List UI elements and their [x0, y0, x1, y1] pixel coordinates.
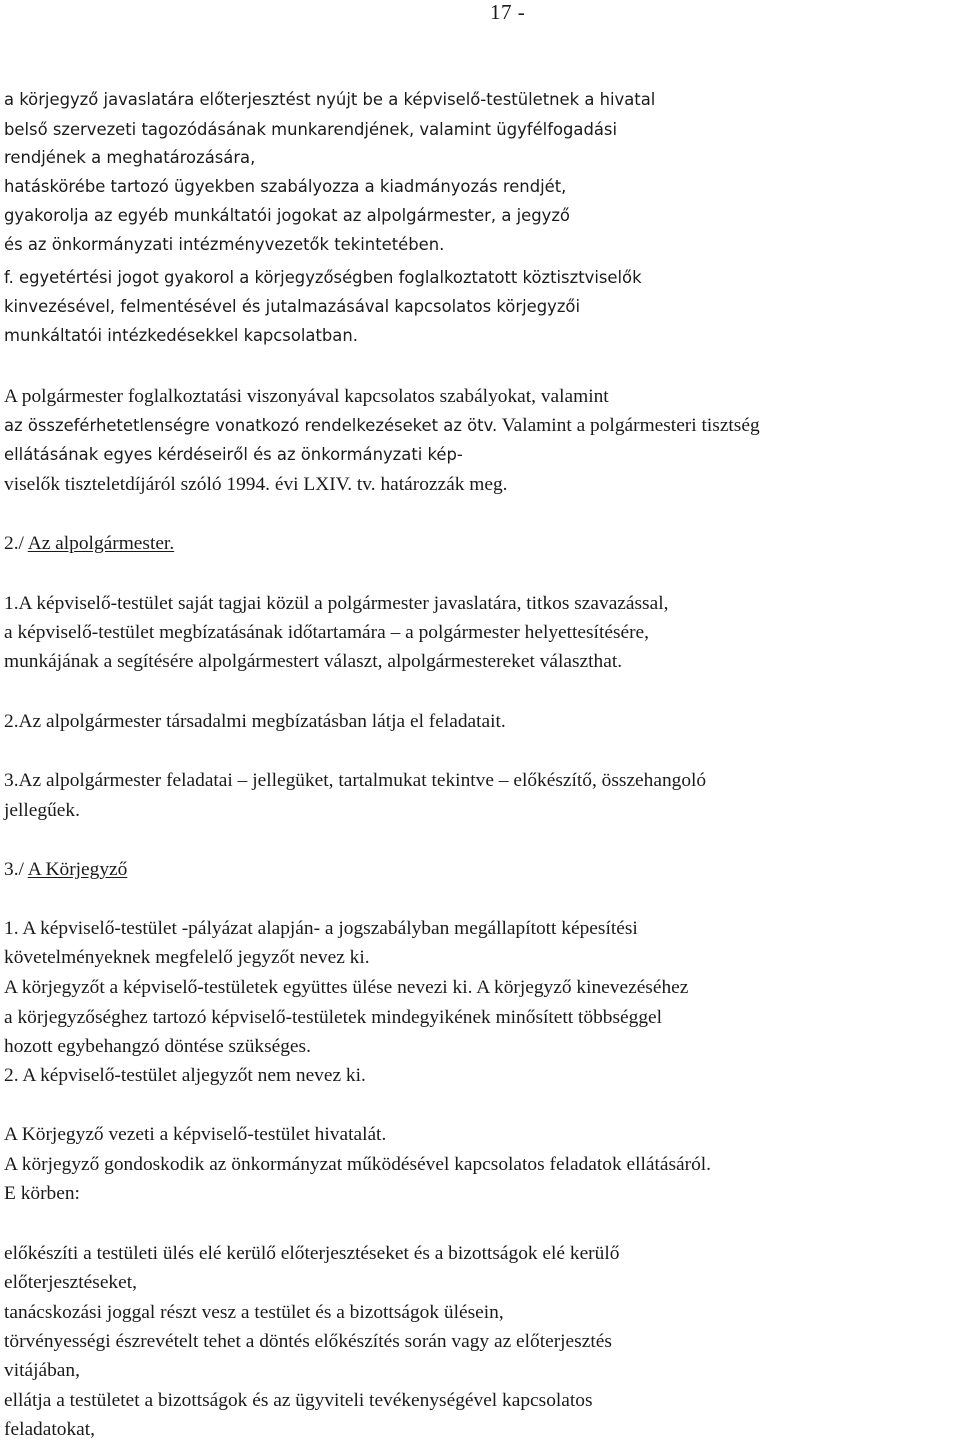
- text-line: A körjegyzőt a képviselő-testületek együttes ülése nevezi ki. A körjegyző kinevezéséhez: [4, 977, 689, 998]
- section-number: 3./: [4, 859, 28, 880]
- text-line: követelményeknek megfelelő jegyzőt nevez ki.: [4, 947, 370, 968]
- text-segment: Valamint a polgármesteri tisztség: [497, 415, 760, 436]
- text-line: A polgármester foglalkoztatási viszonyával kapcsolatos szabályokat, valamint: [4, 386, 609, 407]
- text-line: vitájában,: [4, 1360, 80, 1381]
- text-line: E körben:: [4, 1183, 80, 1204]
- text-line: f. egyetértési jogot gyakorol a körjegyzőségben foglalkoztatott köztisztviselők: [4, 268, 642, 287]
- text-line: hozott egybehangzó döntése szükséges.: [4, 1036, 311, 1057]
- text-line: 2.Az alpolgármester társadalmi megbízatásban látja el feladatait.: [4, 711, 506, 732]
- text-line: hatáskörébe tartozó ügyekben szabályozza a kiadmányozás rendjét,: [4, 177, 567, 196]
- text-line: tanácskozási joggal részt vesz a testület és a bizottságok ülésein,: [4, 1302, 504, 1323]
- text-line: feladatokat,: [4, 1419, 95, 1440]
- text-line: ellátásának egyes kérdéseiről és az önkormányzati kép-: [4, 445, 463, 464]
- text-line: a körjegyzőséghez tartozó képviselő-testületek mindegyikének minősített többséggel: [4, 1007, 663, 1028]
- text-line: viselők tiszteletdíjáról szóló 1994. évi LXIV. tv. határozzák meg.: [4, 474, 508, 495]
- page-number: 17 -: [490, 0, 526, 24]
- text-line: munkáltatói intézkedésekkel kapcsolatban.: [4, 326, 358, 345]
- text-segment: az összeférhetetlenségre vonatkozó rendelkezéseket az ötv.: [4, 416, 498, 435]
- text-line: törvényességi észrevételt tehet a döntés előkészítés során vagy az előterjesztés: [4, 1331, 612, 1352]
- text-line: előkészíti a testületi ülés elé kerülő előterjesztéseket és a bizottságok elé kerülő: [4, 1243, 620, 1264]
- text-line: 2. A képviselő-testület aljegyzőt nem nevez ki.: [4, 1065, 366, 1086]
- text-line: munkájának a segítésére alpolgármestert választ, alpolgármestereket választhat.: [4, 651, 623, 672]
- text-line: és az önkormányzati intézményvezetők tekintetében.: [4, 235, 445, 254]
- section-title: A Körjegyző: [27, 859, 128, 880]
- section-number: 2./: [4, 533, 28, 554]
- text-line: A Körjegyző vezeti a képviselő-testület hivatalát.: [4, 1124, 387, 1145]
- text-line: a képviselő-testület megbízatásának időtartamára – a polgármester helyettesítésére,: [4, 622, 650, 643]
- text-line: belső szervezeti tagozódásának munkarendjének, valamint ügyfélfogadási: [4, 120, 617, 139]
- text-line: A körjegyző gondoskodik az önkormányzat működésével kapcsolatos feladatok ellátásáról.: [4, 1154, 712, 1175]
- text-line: jellegűek.: [4, 800, 80, 821]
- section-heading: [4, 531, 174, 557]
- text-line: 1.A képviselő-testület saját tagjai közül a polgármester javaslatára, titkos szavazással,: [4, 593, 669, 614]
- text-line: 3.Az alpolgármester feladatai – jellegüket, tartalmukat tekintve – előkészítő, összehangoló: [4, 770, 707, 791]
- text-line: rendjének a meghatározására,: [4, 148, 256, 167]
- text-line: kinvezésével, felmentésével és jutalmazásával kapcsolatos körjegyzői: [4, 297, 581, 316]
- section-title: Az alpolgármester.: [27, 533, 175, 554]
- text-line: előterjesztéseket,: [4, 1272, 137, 1293]
- text-line: a körjegyző javaslatára előterjesztést nyújt be a képviselő-testületnek a hivatal: [4, 90, 656, 109]
- text-line-mixed: [4, 413, 760, 440]
- text-line: gyakorolja az egyéb munkáltatói jogokat az alpolgármester, a jegyző: [4, 206, 570, 225]
- section-heading: [4, 857, 127, 883]
- text-line: ellátja a testületet a bizottságok és az ügyviteli tevékenységével kapcsolatos: [4, 1390, 593, 1411]
- text-line: 1. A képviselő-testület -pályázat alapján- a jogszabályban megállapított képesítési: [4, 918, 638, 939]
